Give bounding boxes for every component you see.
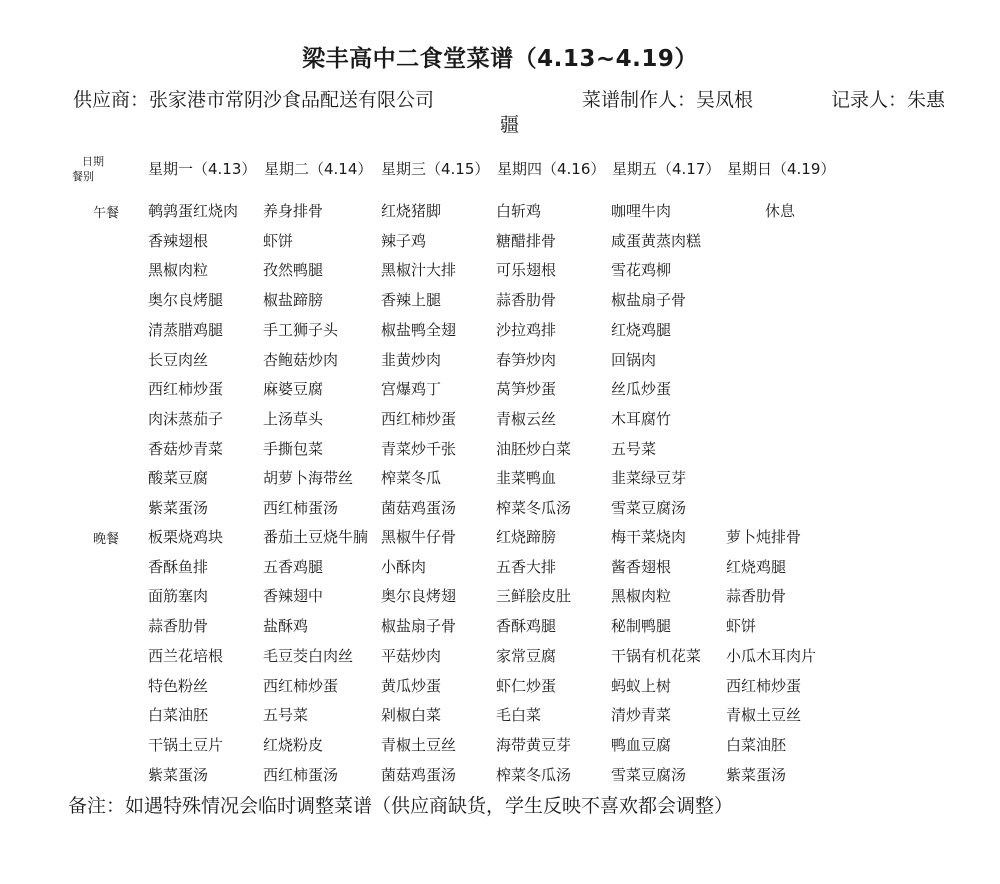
lunch-dish: 宫爆鸡丁	[381, 380, 442, 399]
lunch-dish: 油胚炒白菜	[496, 439, 572, 458]
dinner-dish: 三鲜脍皮肚	[496, 587, 572, 606]
lunch-dish: 雪花鸡柳	[611, 261, 672, 280]
dinner-dish: 白菜油胚	[726, 735, 787, 754]
dinner-dish: 海带黄豆芽	[496, 735, 572, 754]
lunch-dish: 咸蛋黄蒸肉糕	[611, 231, 702, 250]
lunch-dish: 杏鲍菇炒肉	[263, 350, 339, 369]
lunch-dish: 椒盐扇子骨	[611, 291, 687, 310]
lunch-dish: 木耳腐竹	[611, 409, 672, 428]
lunch-dish: 回锅肉	[611, 350, 657, 369]
lunch-dish: 榨菜冬瓜	[381, 469, 442, 488]
day-header: 星期四（4.16）	[497, 160, 606, 178]
dinner-dish: 香酥鸡腿	[496, 617, 557, 636]
dinner-dish: 西红柿炒蛋	[263, 676, 339, 695]
dinner-dish: 黄瓜炒蛋	[381, 676, 442, 695]
dinner-dish: 菌菇鸡蛋汤	[381, 765, 457, 784]
lunch-dish: 西红柿炒蛋	[148, 380, 224, 399]
recorder-info-wrap: 疆	[500, 114, 520, 136]
lunch-dish: 可乐翅根	[496, 261, 557, 280]
lunch-dish: 奥尔良烤腿	[148, 291, 224, 310]
dinner-dish: 蒜香肋骨	[726, 587, 787, 606]
dinner-label: 晚餐	[93, 532, 120, 547]
dinner-dish: 雪菜豆腐汤	[611, 765, 687, 784]
day-header: 星期日（4.19）	[727, 160, 836, 178]
recorder-info: 记录人：朱惠	[831, 89, 946, 111]
dinner-dish: 香辣翅中	[263, 587, 324, 606]
lunch-dish: 莴笋炒蛋	[496, 380, 557, 399]
dinner-dish: 红烧鸡腿	[726, 557, 787, 576]
lunch-dish: 椒盐鸭全翅	[381, 320, 457, 339]
dinner-dish: 虾饼	[726, 617, 757, 636]
day-header: 星期五（4.17）	[612, 160, 721, 178]
lunch-dish: 咖哩牛肉	[611, 202, 672, 220]
lunch-dish: 韭黄炒肉	[381, 350, 442, 369]
lunch-dish: 西红柿蛋汤	[263, 499, 339, 517]
dinner-dish: 奥尔良烤翅	[381, 587, 457, 606]
lunch-dish: 红烧鸡腿	[611, 320, 672, 339]
dinner-dish: 毛豆茭白肉丝	[263, 646, 354, 665]
lunch-dish: 手工狮子头	[263, 320, 339, 339]
lunch-dish: 榨菜冬瓜汤	[496, 499, 572, 517]
lunch-dish: 沙拉鸡排	[496, 320, 557, 339]
day-header: 星期三（4.15）	[381, 160, 490, 178]
dinner-dish: 萝卜炖排骨	[726, 528, 802, 546]
lunch-dish: 酸菜豆腐	[148, 469, 209, 488]
lunch-label: 午餐	[93, 206, 120, 221]
lunch-dish: 长豆肉丝	[148, 350, 209, 369]
lunch-dish: 上汤草头	[263, 409, 324, 428]
day-header: 星期一（4.13）	[148, 160, 257, 178]
dinner-dish: 干锅有机花菜	[611, 646, 702, 665]
dinner-dish: 紫菜蛋汤	[726, 765, 787, 784]
lunch-dish: 青椒云丝	[496, 409, 557, 428]
day-header: 星期二（4.14）	[264, 160, 373, 178]
lunch-dish: 养身排骨	[263, 202, 324, 220]
dinner-dish: 青椒土豆丝	[726, 706, 802, 725]
lunch-dish: 香辣上腿	[381, 291, 442, 310]
dinner-dish: 西兰花培根	[148, 646, 224, 665]
dinner-dish: 虾仁炒蛋	[496, 676, 557, 695]
dinner-dish: 剁椒白菜	[381, 706, 442, 725]
dinner-dish: 板栗烧鸡块	[148, 528, 224, 546]
dinner-dish: 青椒土豆丝	[381, 735, 457, 754]
lunch-dish: 菌菇鸡蛋汤	[381, 499, 457, 517]
dinner-dish: 盐酥鸡	[263, 617, 309, 636]
lunch-dish: 蒜香肋骨	[496, 291, 557, 310]
lunch-dish: 胡萝卜海带丝	[263, 469, 354, 488]
lunch-dish: 香菇炒青菜	[148, 439, 224, 458]
dinner-dish: 特色粉丝	[148, 676, 209, 695]
lunch-dish: 紫菜蛋汤	[148, 499, 209, 517]
dinner-dish: 清炒青菜	[611, 706, 672, 725]
menu-maker-info: 菜谱制作人：吴凤根	[582, 89, 754, 111]
dinner-dish: 五香鸡腿	[263, 557, 324, 576]
dinner-dish: 毛白菜	[496, 706, 542, 725]
dinner-dish: 椒盐扇子骨	[381, 617, 457, 636]
lunch-dish: 肉沫蒸茄子	[148, 409, 224, 428]
dinner-dish: 白菜油胚	[148, 706, 209, 725]
lunch-dish: 白斩鸡	[496, 202, 542, 220]
dinner-dish: 黑椒牛仔骨	[381, 528, 457, 546]
dinner-dish: 红烧粉皮	[263, 735, 324, 754]
lunch-dish: 韭菜鸭血	[496, 469, 557, 488]
dinner-dish: 五香大排	[496, 557, 557, 576]
dinner-dish: 红烧蹄膀	[496, 528, 557, 546]
dinner-dish: 蚂蚁上树	[611, 676, 672, 695]
dinner-dish: 香酥鱼排	[148, 557, 209, 576]
dinner-dish: 紫菜蛋汤	[148, 765, 209, 784]
dinner-dish: 五号菜	[263, 706, 309, 725]
lunch-dish: 清蒸腊鸡腿	[148, 320, 224, 339]
dinner-dish: 鸭血豆腐	[611, 735, 672, 754]
lunch-dish: 香辣翅根	[148, 231, 209, 250]
lunch-dish: 手撕包菜	[263, 439, 324, 458]
corner-date-label: 日期	[82, 155, 104, 168]
lunch-dish: 黑椒汁大排	[381, 261, 457, 280]
lunch-dish: 红烧猪脚	[381, 202, 442, 220]
dinner-dish: 秘制鸭腿	[611, 617, 672, 636]
lunch-dish: 五号菜	[611, 439, 657, 458]
lunch-dish: 春笋炒肉	[496, 350, 557, 369]
lunch-dish: 休息	[765, 202, 796, 220]
lunch-dish: 韭菜绿豆芽	[611, 469, 687, 488]
lunch-dish: 丝瓜炒蛋	[611, 380, 672, 399]
dinner-dish: 干锅土豆片	[148, 735, 224, 754]
footnote: 备注：如遇特殊情况会临时调整菜谱（供应商缺货，学生反映不喜欢都会调整）	[68, 795, 734, 817]
lunch-dish: 麻婆豆腐	[263, 380, 324, 399]
dinner-dish: 西红柿蛋汤	[263, 765, 339, 784]
lunch-dish: 青菜炒千张	[381, 439, 457, 458]
corner-meal-label: 餐别	[72, 170, 94, 183]
lunch-dish: 鹌鹑蛋红烧肉	[148, 202, 239, 220]
dinner-dish: 家常豆腐	[496, 646, 557, 665]
dinner-dish: 梅干菜烧肉	[611, 528, 687, 546]
lunch-dish: 糖醋排骨	[496, 231, 557, 250]
supplier-info: 供应商：张家港市常阴沙食品配送有限公司	[73, 89, 435, 111]
lunch-dish: 西红柿炒蛋	[381, 409, 457, 428]
lunch-dish: 辣子鸡	[381, 231, 427, 250]
dinner-dish: 榨菜冬瓜汤	[496, 765, 572, 784]
dinner-dish: 黑椒肉粒	[611, 587, 672, 606]
dinner-dish: 平菇炒肉	[381, 646, 442, 665]
page-title: 梁丰高中二食堂菜谱（4.13~4.19）	[302, 46, 698, 72]
dinner-dish: 蒜香肋骨	[148, 617, 209, 636]
dinner-dish: 面筋塞肉	[148, 587, 209, 606]
dinner-dish: 小瓜木耳肉片	[726, 646, 817, 665]
dinner-dish: 西红柿炒蛋	[726, 676, 802, 695]
dinner-dish: 番茄土豆烧牛腩	[263, 528, 369, 546]
lunch-dish: 孜然鸭腿	[263, 261, 324, 280]
lunch-dish: 椒盐蹄膀	[263, 291, 324, 310]
lunch-dish: 黑椒肉粒	[148, 261, 209, 280]
lunch-dish: 虾饼	[263, 231, 294, 250]
dinner-dish: 小酥肉	[381, 557, 427, 576]
dinner-dish: 酱香翅根	[611, 557, 672, 576]
lunch-dish: 雪菜豆腐汤	[611, 499, 687, 517]
